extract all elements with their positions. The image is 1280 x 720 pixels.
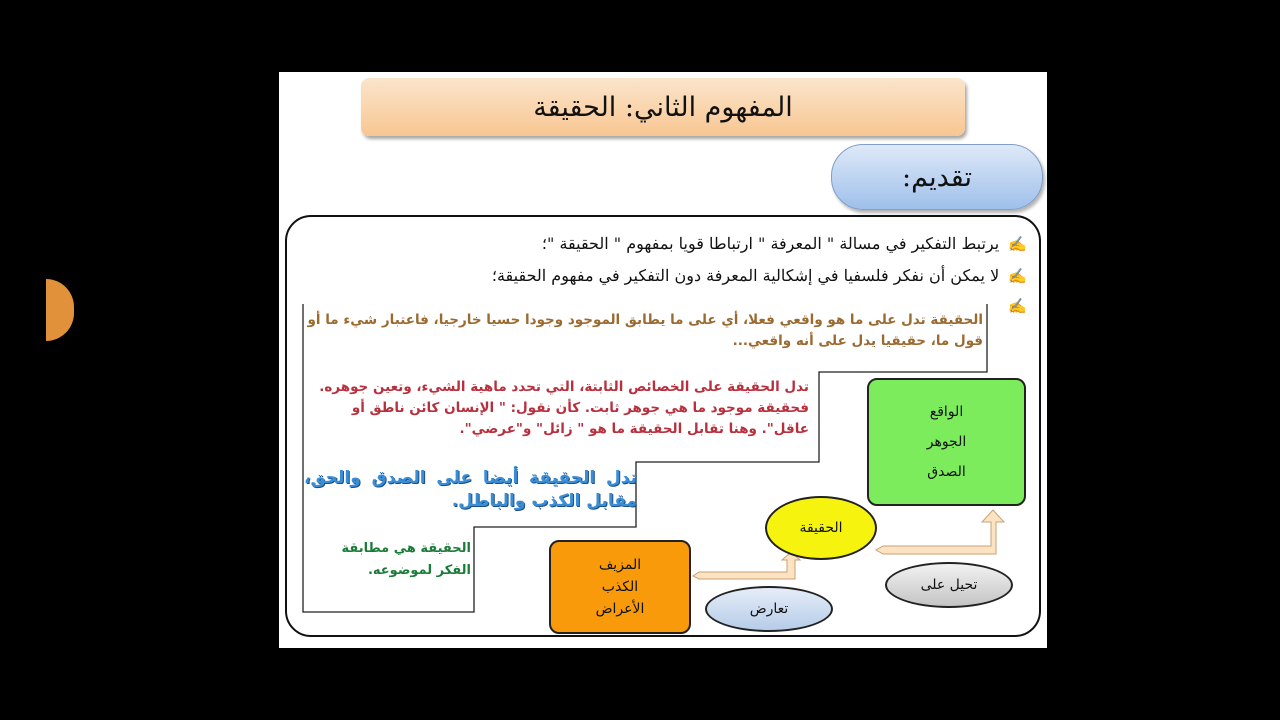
definition-essence: تدل الحقيقة على الخصائص الثابتة، التي تحدد ماهية الشيء، وتعين جوهره. فحقيقة موجود ما هي جوهر ثابت. كأن نقول: " الإنسان كائن ناطق أو عاقل". وهنا تقابل الحقيقة ما هو " زائل" و"عرضي".: [319, 379, 809, 437]
box-item: الأعراض: [595, 601, 645, 617]
opposites-box: [549, 540, 691, 634]
definition-correspondence: الحقيقة هي مطابقة الفكر لموضوعه.: [341, 541, 471, 578]
intro-heading: تقديم:: [831, 144, 1043, 210]
slide: [279, 72, 1047, 648]
writing-hand-icon: ✍: [1008, 235, 1027, 253]
box-item: الجوهر: [926, 434, 967, 450]
truth-node: الحقيقة: [765, 496, 877, 560]
box-item: المزيف: [598, 557, 642, 573]
opposes-label: تعارض: [705, 586, 833, 632]
slide-title: المفهوم الثاني: الحقيقة: [361, 78, 965, 136]
writing-hand-icon: ✍: [1008, 297, 1027, 315]
bullet-text: لا يمكن أن نفكر فلسفيا في إشكالية المعرفة دون التفكير في مفهوم الحقيقة؛: [491, 266, 1000, 285]
bullet-text: يرتبط التفكير في مسالة " المعرفة " ارتباطا قويا بمفهوم " الحقيقة "؛: [541, 234, 1000, 253]
refers-to-label: تحيل على: [885, 562, 1013, 608]
box-item: الكذب: [601, 579, 639, 595]
definition-truthfulness: تدل الحقيقة أيضا على الصدق والحق، مقابل الكذب والباطل.: [304, 468, 637, 511]
left-edge-decoration: [46, 279, 74, 341]
truth-attributes-box: [867, 378, 1026, 506]
box-item: الواقع: [929, 404, 964, 420]
definition-reality: الحقيقة تدل على ما هو واقعي فعلا، أي على ما يطابق الموجود وجودا حسيا خارجيا، فاعتبار شيء ما أو قول ما، حقيقيا يدل على أنه واقعي...: [307, 312, 983, 349]
writing-hand-icon: ✍: [1008, 267, 1027, 285]
box-item: الصدق: [927, 464, 966, 480]
